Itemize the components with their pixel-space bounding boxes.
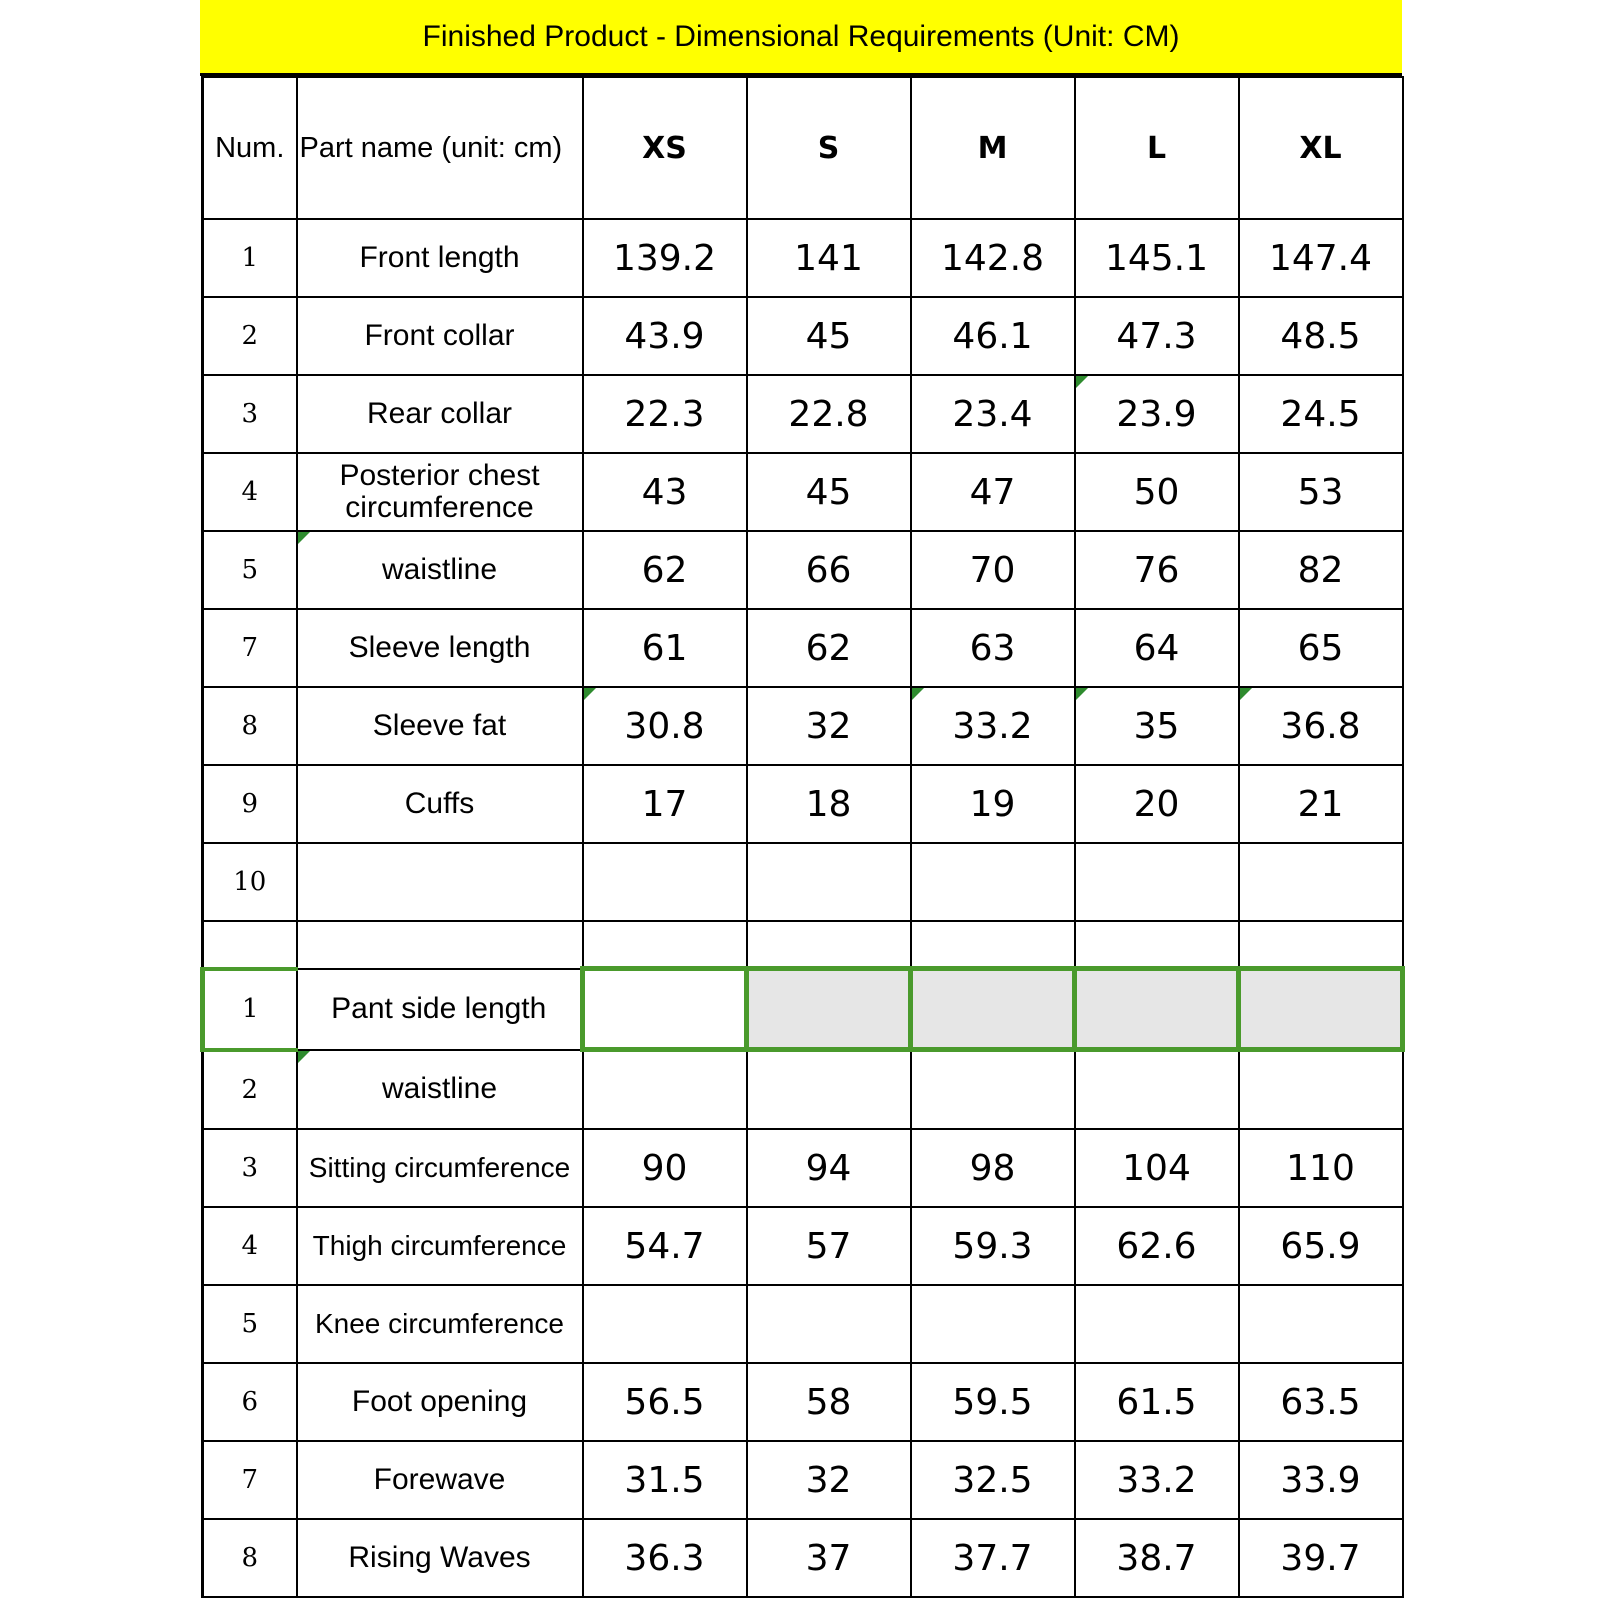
size-value-cell[interactable]: 23.4: [911, 375, 1075, 453]
table-row: [203, 219, 1403, 297]
table-row: [203, 453, 1403, 531]
empty-cell[interactable]: [1075, 921, 1239, 969]
size-value-cell[interactable]: 61: [583, 609, 747, 687]
size-value-cell[interactable]: 110: [1239, 1129, 1403, 1207]
size-value-cell[interactable]: 32.5: [911, 1441, 1075, 1519]
part-name-cell[interactable]: Sleeve length: [297, 609, 583, 687]
size-value-cell[interactable]: 58: [747, 1363, 911, 1441]
table-row: [203, 297, 1403, 375]
size-value-cell[interactable]: [583, 843, 747, 921]
size-value-cell[interactable]: 63: [911, 609, 1075, 687]
size-value-cell[interactable]: 47: [911, 453, 1075, 531]
size-value-cell[interactable]: 24.5: [1239, 375, 1403, 453]
size-value-cell[interactable]: [1239, 969, 1403, 1050]
table-row: [203, 1207, 1403, 1285]
row-number-cell[interactable]: 2: [203, 297, 297, 375]
size-value-cell[interactable]: 61.5: [1075, 1363, 1239, 1441]
part-name-cell[interactable]: [297, 843, 583, 921]
size-value-cell[interactable]: 33.9: [1239, 1441, 1403, 1519]
comment-marker-icon: [1076, 376, 1088, 388]
empty-cell[interactable]: [1239, 921, 1403, 969]
table-row: [203, 531, 1403, 609]
size-value-cell[interactable]: 37.7: [911, 1519, 1075, 1597]
size-value-cell[interactable]: 59.3: [911, 1207, 1075, 1285]
row-number-cell[interactable]: 8: [203, 687, 297, 765]
part-name-cell[interactable]: waistline: [297, 531, 583, 609]
size-value-cell[interactable]: [1075, 1050, 1239, 1130]
sheet-title: Finished Product - Dimensional Requirements (Unit: CM): [200, 0, 1402, 76]
size-value-cell[interactable]: 63.5: [1239, 1363, 1403, 1441]
part-name-cell[interactable]: Pant side length: [297, 969, 583, 1050]
part-name-cell[interactable]: Forewave: [297, 1441, 583, 1519]
size-value-cell[interactable]: 139.2: [583, 219, 747, 297]
spreadsheet: [200, 0, 1402, 1598]
size-value-cell[interactable]: 17: [583, 765, 747, 843]
row-number-cell[interactable]: 6: [203, 1363, 297, 1441]
size-value-cell[interactable]: 62.6: [1075, 1207, 1239, 1285]
row-number-cell[interactable]: 1: [203, 969, 297, 1050]
comment-marker-icon: [584, 688, 596, 700]
table-row: [203, 1519, 1403, 1597]
size-table: [200, 76, 1405, 1598]
size-value-cell[interactable]: 22.3: [583, 375, 747, 453]
size-value-cell[interactable]: 19: [911, 765, 1075, 843]
row-number-cell[interactable]: 4: [203, 1207, 297, 1285]
size-value-cell[interactable]: 76: [1075, 531, 1239, 609]
size-value-cell[interactable]: 90: [583, 1129, 747, 1207]
size-value-cell[interactable]: 98: [911, 1129, 1075, 1207]
part-name-cell[interactable]: Foot opening: [297, 1363, 583, 1441]
size-value-cell[interactable]: 66: [747, 531, 911, 609]
size-value-cell[interactable]: 65: [1239, 609, 1403, 687]
size-value-cell[interactable]: [747, 1050, 911, 1130]
comment-marker-icon: [298, 532, 310, 544]
row-number-cell[interactable]: 1: [203, 219, 297, 297]
header-num[interactable]: Num.: [203, 77, 297, 219]
size-value-cell[interactable]: 82: [1239, 531, 1403, 609]
table-row: [203, 1363, 1403, 1441]
row-number-cell[interactable]: 3: [203, 375, 297, 453]
table-row: [203, 1129, 1403, 1207]
size-value-cell[interactable]: [911, 1285, 1075, 1363]
header-size-xl[interactable]: XL: [1239, 77, 1403, 219]
size-value-cell[interactable]: [583, 1050, 747, 1130]
part-name-cell[interactable]: Thigh circumference: [297, 1207, 583, 1285]
header-size-s[interactable]: S: [747, 77, 911, 219]
table-row: [203, 765, 1403, 843]
size-value-cell[interactable]: 39.7: [1239, 1519, 1403, 1597]
size-value-cell[interactable]: 47.3: [1075, 297, 1239, 375]
part-name-cell[interactable]: Posterior chest circumference: [297, 453, 583, 531]
comment-marker-icon: [1076, 688, 1088, 700]
empty-cell[interactable]: [297, 921, 583, 969]
size-value-cell[interactable]: 147.4: [1239, 219, 1403, 297]
size-value-cell[interactable]: [747, 969, 911, 1050]
size-value-cell[interactable]: 56.5: [583, 1363, 747, 1441]
size-value-cell[interactable]: 48.5: [1239, 297, 1403, 375]
size-value-cell[interactable]: 21: [1239, 765, 1403, 843]
size-value-cell[interactable]: 57: [747, 1207, 911, 1285]
comment-marker-icon: [912, 688, 924, 700]
size-value-cell[interactable]: 53: [1239, 453, 1403, 531]
row-number-cell[interactable]: 7: [203, 609, 297, 687]
table-row: [203, 687, 1403, 765]
size-value-cell[interactable]: 64: [1075, 609, 1239, 687]
size-value-cell[interactable]: [1239, 1285, 1403, 1363]
size-value-cell[interactable]: 145.1: [1075, 219, 1239, 297]
size-value-cell[interactable]: 30.8: [583, 687, 747, 765]
size-value-cell[interactable]: [583, 1285, 747, 1363]
header-size-xs[interactable]: XS: [583, 77, 747, 219]
size-value-cell[interactable]: [1239, 843, 1403, 921]
size-value-cell[interactable]: 36.8: [1239, 687, 1403, 765]
size-value-cell[interactable]: 70: [911, 531, 1075, 609]
size-value-cell[interactable]: 38.7: [1075, 1519, 1239, 1597]
size-value-cell[interactable]: [1075, 843, 1239, 921]
size-value-cell[interactable]: [911, 1050, 1075, 1130]
part-name-cell[interactable]: waistline: [297, 1050, 583, 1130]
part-name-cell[interactable]: Knee circumference: [297, 1285, 583, 1363]
size-value-cell[interactable]: 35: [1075, 687, 1239, 765]
row-number-cell[interactable]: 8: [203, 1519, 297, 1597]
row-number-cell[interactable]: 5: [203, 531, 297, 609]
part-name-cell[interactable]: Rising Waves: [297, 1519, 583, 1597]
empty-cell[interactable]: [203, 921, 297, 969]
spacer-row: [203, 921, 1403, 969]
empty-cell[interactable]: [911, 921, 1075, 969]
size-value-cell[interactable]: 22.8: [747, 375, 911, 453]
size-value-cell[interactable]: 33.2: [911, 687, 1075, 765]
part-name-cell[interactable]: Front collar: [297, 297, 583, 375]
size-value-cell[interactable]: 54.7: [583, 1207, 747, 1285]
size-value-cell[interactable]: 65.9: [1239, 1207, 1403, 1285]
row-number-cell[interactable]: 5: [203, 1285, 297, 1363]
size-value-cell[interactable]: 141: [747, 219, 911, 297]
header-row: [203, 77, 1403, 219]
table-row: [203, 1285, 1403, 1363]
table-row: [203, 1050, 1403, 1130]
size-value-cell[interactable]: [747, 843, 911, 921]
header-size-l[interactable]: L: [1075, 77, 1239, 219]
size-value-cell[interactable]: [747, 1285, 911, 1363]
size-value-cell[interactable]: 37: [747, 1519, 911, 1597]
part-name-cell[interactable]: Front length: [297, 219, 583, 297]
size-value-cell[interactable]: [1075, 969, 1239, 1050]
size-value-cell[interactable]: 45: [747, 297, 911, 375]
size-value-cell[interactable]: 94: [747, 1129, 911, 1207]
size-value-cell[interactable]: 45: [747, 453, 911, 531]
size-value-cell[interactable]: 50: [1075, 453, 1239, 531]
part-name-cell[interactable]: Cuffs: [297, 765, 583, 843]
size-value-cell[interactable]: 142.8: [911, 219, 1075, 297]
size-value-cell[interactable]: [911, 969, 1075, 1050]
header-part-name[interactable]: Part name (unit: cm): [297, 77, 583, 219]
size-value-cell[interactable]: 20: [1075, 765, 1239, 843]
table-row: [203, 969, 1403, 1050]
size-value-cell[interactable]: 18: [747, 765, 911, 843]
table-row: [203, 375, 1403, 453]
table-row: [203, 843, 1403, 921]
size-value-cell[interactable]: 32: [747, 687, 911, 765]
size-value-cell[interactable]: 36.3: [583, 1519, 747, 1597]
part-name-cell[interactable]: Rear collar: [297, 375, 583, 453]
size-value-cell[interactable]: 104: [1075, 1129, 1239, 1207]
size-value-cell[interactable]: [1075, 1285, 1239, 1363]
size-value-cell[interactable]: [583, 969, 747, 1050]
empty-cell[interactable]: [747, 921, 911, 969]
header-size-m[interactable]: M: [911, 77, 1075, 219]
size-value-cell[interactable]: [911, 843, 1075, 921]
table-row: [203, 1441, 1403, 1519]
size-value-cell[interactable]: 62: [747, 609, 911, 687]
size-value-cell[interactable]: 59.5: [911, 1363, 1075, 1441]
table-row: [203, 609, 1403, 687]
size-value-cell[interactable]: 33.2: [1075, 1441, 1239, 1519]
size-value-cell[interactable]: [1239, 1050, 1403, 1130]
part-name-cell[interactable]: Sitting circumference: [297, 1129, 583, 1207]
size-value-cell[interactable]: 23.9: [1075, 375, 1239, 453]
row-number-cell[interactable]: 10: [203, 843, 297, 921]
row-number-cell[interactable]: 4: [203, 453, 297, 531]
size-value-cell[interactable]: 62: [583, 531, 747, 609]
row-number-cell[interactable]: 3: [203, 1129, 297, 1207]
comment-marker-icon: [298, 1051, 310, 1063]
row-number-cell[interactable]: 9: [203, 765, 297, 843]
size-value-cell[interactable]: 43: [583, 453, 747, 531]
part-name-cell[interactable]: Sleeve fat: [297, 687, 583, 765]
row-number-cell[interactable]: 7: [203, 1441, 297, 1519]
size-value-cell[interactable]: 31.5: [583, 1441, 747, 1519]
size-value-cell[interactable]: 32: [747, 1441, 911, 1519]
row-number-cell[interactable]: 2: [203, 1050, 297, 1130]
empty-cell[interactable]: [583, 921, 747, 969]
size-value-cell[interactable]: 43.9: [583, 297, 747, 375]
comment-marker-icon: [1240, 688, 1252, 700]
size-value-cell[interactable]: 46.1: [911, 297, 1075, 375]
